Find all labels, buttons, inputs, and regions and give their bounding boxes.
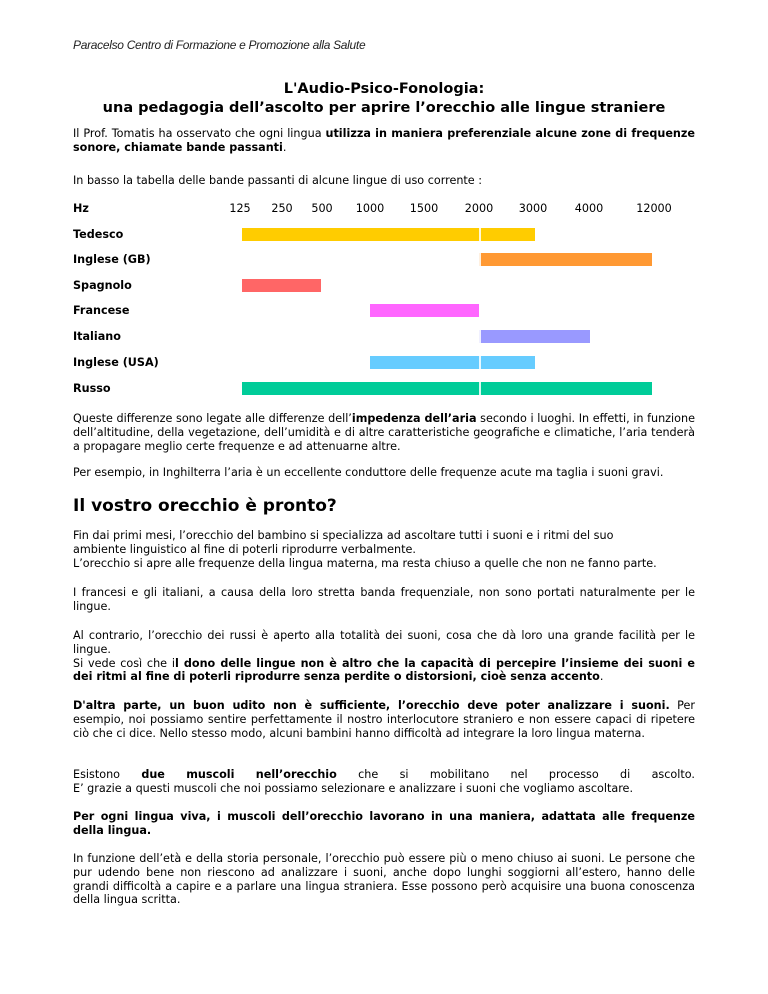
section-p3-end: .: [599, 670, 604, 684]
title-line-1: L'Audio-Psico-Fonologia:: [283, 81, 485, 97]
section-heading: Il vostro orecchio è pronto?: [73, 496, 337, 516]
tick-label: 1000: [355, 202, 385, 215]
language-label: Inglese (USA): [73, 356, 159, 369]
intro-paragraph: [73, 127, 695, 155]
section-p4-text: Per esempio, noi possiamo sentire perfettamente il nostro interlocutore straniero e non essere capaci di ripetere ciò che ci dice. Nello stesso modo, alcuni bambini hanno difficoltà ad integrare la loro lingua materna.: [73, 699, 696, 740]
tick-label: 500: [311, 202, 333, 215]
language-label: Inglese (GB): [73, 253, 151, 266]
section-p5-line2: E’ grazie a questi muscoli che noi possiamo selezionare e analizzare i suoni che vogliamo ascoltare.: [73, 781, 633, 795]
section-p3-emphasis: l dono delle lingue non è altro che la capacità di percepire l’insieme dei suoni e dei ritmi al fine di poterli riprodurre senza perdite o distorsioni, cioè senza accento: [73, 656, 696, 684]
impedance-text: Queste differenze sono legate alle differenze dell’: [73, 412, 352, 425]
impedance-emphasis: impedenza dell’aria: [351, 412, 477, 425]
section-paragraph-1: [73, 529, 695, 570]
title-line-2: una pedagogia dell’ascolto per aprire l’orecchio alle lingue straniere: [102, 100, 666, 116]
frequency-band-bar: [242, 382, 652, 395]
impedance-paragraph: [73, 412, 695, 453]
tick-label: 4000: [574, 202, 604, 215]
band-divider: [479, 224, 481, 399]
header-organization: Paracelso Centro di Formazione e Promozione alla Salute: [73, 38, 366, 52]
table-intro: In basso la tabella delle bande passanti di alcune lingue di uso corrente :: [73, 174, 483, 187]
section-p4-emphasis: D'altra parte, un buon udito non è sufficiente, l’orecchio deve poter analizzare i suoni.: [73, 699, 670, 712]
frequency-band-bar: [479, 330, 590, 343]
tick-label: 1500: [409, 202, 439, 215]
frequency-band-bar: [242, 279, 321, 292]
section-paragraph-5: [73, 768, 695, 796]
language-label: Italiano: [73, 330, 121, 343]
intro-emphasis: utilizza in maniera preferenziale alcune zone di frequenze sonore, chiamate bande passanti: [73, 127, 695, 154]
section-p1-line2: ambiente linguistico al fine di poterli riprodurre verbalmente.: [73, 542, 416, 556]
frequency-band-bar: [370, 304, 479, 317]
language-label: Spagnolo: [73, 279, 132, 292]
section-p3-line1: Al contrario, l’orecchio dei russi è aperto alla totalità dei suoni, cosa che dà loro una grande facilità per le lingue.: [73, 629, 695, 656]
frequency-band-bar: [479, 253, 652, 266]
intro-text: Il Prof. Tomatis ha osservato che ogni lingua: [73, 127, 326, 140]
section-paragraph-4: [73, 699, 695, 740]
intro-end: .: [282, 140, 287, 154]
tick-label: 125: [229, 202, 251, 215]
section-paragraph-3: [73, 629, 695, 684]
language-label: Russo: [73, 382, 111, 395]
section-p1-line1: Fin dai primi mesi, l’orecchio del bambino si specializza ad ascoltare tutti i suoni e i ritmi del suo: [73, 529, 614, 542]
section-paragraph-6: Per ogni lingua viva, i muscoli dell’orecchio lavorano in una maniera, adattata alle frequenze della lingua.: [73, 810, 695, 837]
language-label: Tedesco: [73, 228, 124, 241]
section-p5-line1: Esistono due muscoli nell’orecchio che si mobilitano nel processo di ascolto.: [73, 768, 695, 781]
language-label: Francese: [73, 304, 130, 317]
tick-label: 250: [271, 202, 293, 215]
impedance-text-rest: secondo i luoghi. In effetti, in funzione dell’altitudine, della vegetazione, dell’umidità e di altre caratteristiche geografiche e climatiche, l’aria tenderà a propagare meglio certe frequenze e ad attenuarne altre.: [73, 412, 695, 453]
section-p3-text: Si vede così che i: [73, 656, 175, 670]
section-paragraph-7: In funzione dell’età e della storia personale, l’orecchio può essere più o meno chiuso ai suoni. Le persone che pur udendo bene non riescono ad analizzare i suoni, anche dopo lunghi soggiorni all’estero, hanno delle grandi difficoltà a capire e a parlare una lingua straniera. Esse possono però acquisire una buona conoscenza della lingua scritta.: [73, 852, 695, 907]
document-title: [0, 80, 768, 118]
tick-label: 2000: [464, 202, 494, 215]
section-paragraph-2: I francesi e gli italiani, a causa della loro stretta banda frequenziale, non sono portati naturalmente per le lingue.: [73, 586, 695, 613]
section-p1-line3: L’orecchio si apre alle frequenze della lingua materna, ma resta chiuso a quelle che non ne fanno parte.: [73, 556, 657, 570]
tick-label: 12000: [636, 202, 672, 215]
frequency-band-bar: [242, 228, 535, 241]
frequency-band-bar: [370, 356, 535, 369]
table-axis-label: Hz: [73, 202, 89, 215]
england-paragraph: Per esempio, in Inghilterra l’aria è un eccellente conduttore delle frequenze acute ma taglia i suoni gravi.: [73, 466, 664, 479]
tick-label: 3000: [518, 202, 548, 215]
